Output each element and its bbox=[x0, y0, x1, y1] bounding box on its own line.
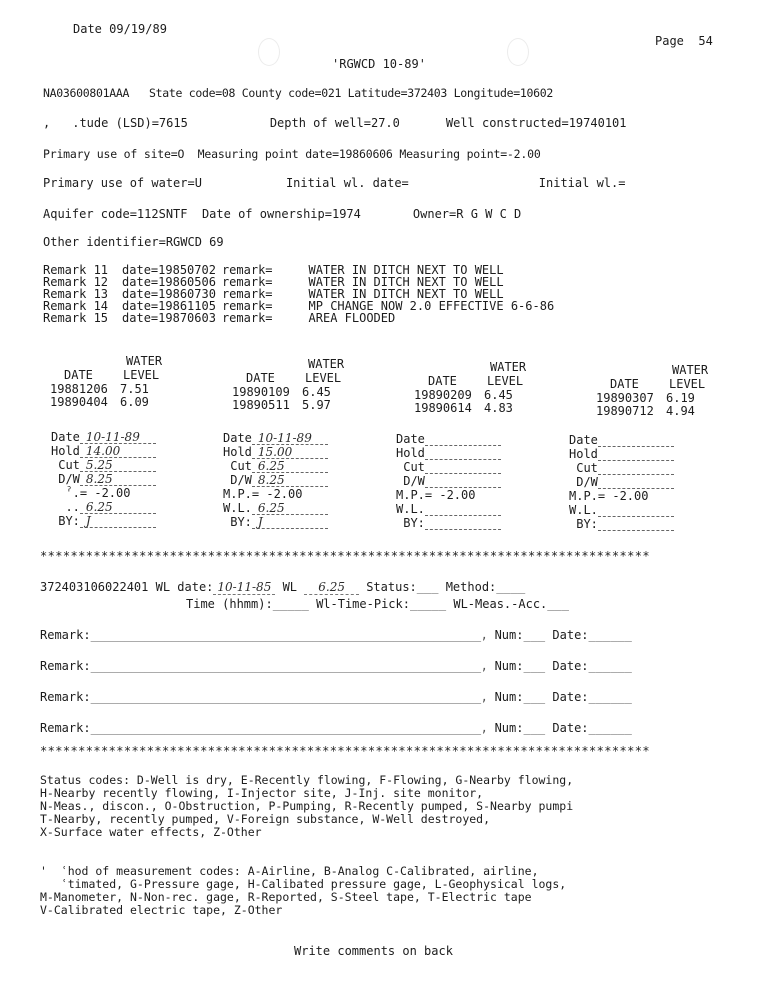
mp-row bbox=[569, 489, 734, 503]
remark-entry-label: Remark: bbox=[40, 628, 91, 642]
wl-handwritten-value: 6.25 bbox=[257, 501, 285, 515]
date-header: DATE bbox=[64, 368, 93, 382]
hold-row bbox=[223, 445, 388, 459]
wl-label: W.L. bbox=[569, 503, 598, 517]
remark-entry-input[interactable]: __________________________________________________________, bbox=[90, 659, 488, 673]
remark-entry-num-input[interactable]: ___ bbox=[523, 690, 546, 704]
by-row bbox=[51, 514, 216, 528]
water-level-value: 5.97 bbox=[302, 398, 331, 412]
hold-row bbox=[396, 446, 561, 460]
remark-entry-num-input[interactable]: ___ bbox=[523, 659, 546, 673]
level-header: LEVEL bbox=[305, 371, 342, 385]
date-field[interactable] bbox=[80, 431, 156, 444]
date-row bbox=[51, 430, 216, 444]
by-field[interactable] bbox=[252, 516, 328, 529]
water-level-date: 19890109 bbox=[232, 385, 290, 399]
status-codes-legend bbox=[40, 774, 573, 839]
cut-handwritten-value: 5.25 bbox=[85, 458, 113, 472]
by-label: BY: bbox=[403, 516, 425, 530]
method-codes-legend bbox=[40, 865, 566, 917]
date-label: Date bbox=[396, 432, 425, 446]
water-level-date: 19890614 bbox=[414, 401, 472, 415]
wl-handwritten-value bbox=[425, 502, 431, 516]
primary-use-water-line bbox=[43, 176, 625, 190]
cut-label: Cut bbox=[576, 461, 598, 475]
measurement-box bbox=[569, 433, 734, 531]
by-field[interactable] bbox=[425, 517, 501, 530]
remark-text: AREA FLOODED bbox=[308, 311, 396, 325]
remark-entry-label: Remark: bbox=[40, 721, 91, 735]
water-level-value: 4.83 bbox=[484, 401, 513, 415]
method-code-line: M-Manometer, N-Non-rec. gage, R-Reported, S-Steel tape, T-Electric tape bbox=[40, 890, 532, 904]
punch-hole bbox=[258, 38, 280, 66]
altitude-depth-line bbox=[43, 116, 627, 130]
remark-key: remark= bbox=[221, 263, 273, 277]
wl-handwritten-value bbox=[598, 503, 604, 517]
punch-hole bbox=[507, 38, 529, 66]
by-label: BY: bbox=[576, 517, 598, 531]
remark-entry-num-label: Num: bbox=[494, 628, 524, 642]
remark-row bbox=[43, 300, 554, 312]
page-number: Page 54 bbox=[655, 34, 713, 48]
time-entry-line bbox=[186, 597, 569, 611]
remark-date: date=19850702 bbox=[122, 263, 216, 277]
mp-label: M.P.= -2.00 bbox=[396, 488, 476, 502]
by-handwritten-value: J bbox=[257, 515, 263, 529]
water-level-value: 7.51 bbox=[120, 382, 149, 396]
dw-row bbox=[396, 474, 561, 488]
remark-entry-date-input[interactable]: ______ bbox=[588, 659, 632, 673]
site-identification-line: NA03600801AAA State code=08 County code=021 Latitude=372403 Longitude=10602 bbox=[43, 86, 554, 100]
method-code-line: ' ʿhod of measurement codes: A-Airline, B-Analog C-Calibrated, airline, bbox=[40, 864, 539, 878]
initial-wl-field: Initial wl.= bbox=[538, 176, 626, 190]
date-row bbox=[396, 432, 561, 446]
mp-label: M.P.= -2.00 bbox=[223, 487, 303, 501]
remark-text: MP CHANGE NOW 2.0 EFFECTIVE 6-6-86 bbox=[308, 299, 555, 313]
water-level-value: 6.09 bbox=[120, 395, 149, 409]
water-header: WATER bbox=[672, 363, 709, 377]
date-field[interactable] bbox=[598, 434, 674, 447]
wl-value[interactable]: 6.25 bbox=[304, 580, 359, 595]
remark-label: Remark 13 bbox=[43, 287, 109, 301]
remark-label: Remark 12 bbox=[43, 275, 109, 289]
water-level-date: 19890511 bbox=[232, 398, 290, 412]
separator-line: ******************************************************************************** bbox=[40, 549, 650, 563]
remark-entry-num-input[interactable]: ___ bbox=[523, 628, 546, 642]
hold-handwritten-value: 14.00 bbox=[85, 444, 121, 458]
report-title: 'RGWCD 10-89' bbox=[332, 57, 426, 71]
hold-field[interactable] bbox=[252, 446, 328, 459]
remark-entry-input[interactable]: __________________________________________________________, bbox=[90, 721, 488, 735]
remark-key: remark= bbox=[221, 299, 273, 313]
remark-entry-row bbox=[40, 721, 632, 735]
wl-label: WL bbox=[282, 580, 298, 594]
date-field[interactable] bbox=[425, 433, 501, 446]
footer-note: Write comments on back bbox=[294, 944, 453, 958]
remark-key: remark= bbox=[221, 287, 273, 301]
wl-time-pick-label: Wl-Time-Pick: bbox=[316, 597, 410, 611]
water-header: WATER bbox=[308, 357, 345, 371]
hold-label: Hold bbox=[51, 444, 80, 458]
dw-handwritten-value: 8.25 bbox=[257, 473, 285, 487]
remark-entry-date-input[interactable]: ______ bbox=[588, 628, 632, 642]
date-row bbox=[223, 431, 388, 445]
cut-row bbox=[51, 458, 216, 472]
owner-field: Owner=R G W C D bbox=[412, 207, 522, 221]
remark-entry-label: Remark: bbox=[40, 659, 91, 673]
remark-date: date=19860730 bbox=[122, 287, 216, 301]
cut-field[interactable] bbox=[80, 459, 156, 472]
depth-of-well-field: Depth of well=27.0 bbox=[269, 116, 400, 130]
remark-key: remark= bbox=[221, 275, 273, 289]
water-level-value: 6.19 bbox=[666, 391, 695, 405]
status-code-line: N-Meas., discon., O-Obstruction, P-Pumping, R-Recently pumped, S-Nearby pumpi bbox=[40, 799, 574, 813]
cut-row bbox=[396, 460, 561, 474]
remark-entry-date-label: Date: bbox=[552, 690, 589, 704]
by-label: BY: bbox=[58, 514, 80, 528]
measurement-box bbox=[51, 430, 216, 528]
status-code-line: H-Nearby recently flowing, I-Injector site, J-Inj. site monitor, bbox=[40, 786, 484, 800]
remark-text: WATER IN DITCH NEXT TO WELL bbox=[308, 263, 504, 277]
remark-entry-date-label: Date: bbox=[552, 721, 589, 735]
remark-entry-date-label: Date: bbox=[552, 628, 589, 642]
dw-handwritten-value bbox=[598, 475, 604, 489]
cut-field[interactable] bbox=[425, 461, 501, 474]
date-header: DATE bbox=[246, 371, 275, 385]
method-blank[interactable]: ____ bbox=[496, 580, 526, 594]
hold-label: Hold bbox=[396, 446, 425, 460]
dw-field[interactable] bbox=[425, 475, 501, 488]
date-handwritten-value bbox=[598, 433, 604, 447]
method-code-line: ʿtimated, G-Pressure gage, H-Calibated pressure gage, L-Geophysical logs, bbox=[40, 877, 567, 891]
dw-row bbox=[223, 473, 388, 487]
status-code-line: X-Surface water effects, Z-Other bbox=[40, 825, 262, 839]
cut-label: Cut bbox=[58, 458, 80, 472]
hold-row bbox=[51, 444, 216, 458]
date-label: Date bbox=[51, 430, 80, 444]
remark-entry-num-input[interactable]: ___ bbox=[523, 721, 546, 735]
measurement-box bbox=[396, 432, 561, 530]
other-identifier-field: Other identifier=RGWCD 69 bbox=[43, 235, 224, 249]
dw-label: D/W bbox=[576, 475, 598, 489]
level-header: LEVEL bbox=[487, 374, 524, 388]
water-level-date: 19890404 bbox=[50, 395, 108, 409]
remark-date: date=19860506 bbox=[122, 275, 216, 289]
aquifer-ownership-line: Aquifer code=112SNTF Date of ownership=1974 bbox=[43, 207, 361, 221]
wl-row bbox=[223, 501, 388, 515]
well-constructed-field: Well constructed=19740101 bbox=[445, 116, 627, 130]
remark-entry-num-label: Num: bbox=[494, 721, 524, 735]
dw-label: D/W bbox=[230, 473, 252, 487]
by-field[interactable] bbox=[80, 515, 156, 528]
date-handwritten-value bbox=[425, 432, 431, 446]
remark-key: remark= bbox=[221, 311, 273, 325]
dw-row bbox=[569, 475, 734, 489]
method-label: Method: bbox=[445, 580, 497, 594]
water-level-date: 19890712 bbox=[596, 404, 654, 418]
wl-time-pick-blank[interactable]: _____ bbox=[409, 597, 447, 611]
hold-handwritten-value bbox=[598, 447, 604, 461]
status-blank[interactable]: ___ bbox=[416, 580, 439, 594]
water-header: WATER bbox=[126, 354, 163, 368]
hold-handwritten-value: 15.00 bbox=[257, 445, 293, 459]
cut-field[interactable] bbox=[598, 462, 674, 475]
remark-date: date=19870603 bbox=[122, 311, 216, 325]
water-level-date: 19881206 bbox=[50, 382, 108, 396]
dw-field[interactable] bbox=[598, 476, 674, 489]
remark-entry-input[interactable]: __________________________________________________________, bbox=[90, 628, 488, 642]
date-field[interactable] bbox=[252, 432, 328, 445]
mp-label: M.P.= -2.00 bbox=[569, 489, 649, 503]
water-level-date: 19890209 bbox=[414, 388, 472, 402]
by-label: BY: bbox=[230, 515, 252, 529]
date-header: DATE bbox=[428, 374, 457, 388]
wl-handwritten-value: 6.25 bbox=[85, 500, 113, 514]
date-label: Date bbox=[569, 433, 598, 447]
cut-label: Cut bbox=[403, 460, 425, 474]
date-handwritten-value: 10-11-89 bbox=[85, 430, 140, 444]
cut-row bbox=[569, 461, 734, 475]
date-label: Date bbox=[223, 431, 252, 445]
wl-row bbox=[51, 500, 216, 514]
remark-date: date=19861105 bbox=[122, 299, 216, 313]
wl-meas-acc-blank[interactable]: ___ bbox=[547, 597, 569, 611]
wl-label: W.L. bbox=[396, 502, 425, 516]
by-field[interactable] bbox=[598, 518, 674, 531]
remark-text: WATER IN DITCH NEXT TO WELL bbox=[308, 275, 504, 289]
mp-row bbox=[51, 486, 216, 500]
measurement-box bbox=[223, 431, 388, 529]
method-code-line: V-Calibrated electric tape, Z-Other bbox=[40, 903, 283, 917]
remark-entry-row bbox=[40, 628, 632, 642]
wl-field[interactable] bbox=[252, 502, 328, 515]
remark-entry-input[interactable]: __________________________________________________________, bbox=[90, 690, 488, 704]
wl-row bbox=[569, 503, 734, 517]
water-level-value: 6.45 bbox=[302, 385, 331, 399]
water-level-date: 19890307 bbox=[596, 391, 654, 405]
remark-entry-date-label: Date: bbox=[552, 659, 589, 673]
by-row bbox=[396, 516, 561, 530]
remark-entry-date-input[interactable]: ______ bbox=[588, 690, 632, 704]
remark-row bbox=[43, 312, 395, 324]
date-row bbox=[569, 433, 734, 447]
level-header: LEVEL bbox=[669, 377, 706, 391]
dw-row bbox=[51, 472, 216, 486]
wl-field[interactable] bbox=[598, 504, 674, 517]
wl-field[interactable] bbox=[425, 503, 501, 516]
wl-label: W.L. bbox=[223, 501, 252, 515]
wl-date-label: WL date: bbox=[155, 580, 214, 594]
wl-meas-acc-label: WL-Meas.-Acc. bbox=[453, 597, 548, 611]
wl-date-value[interactable]: 10-11-85 bbox=[213, 580, 275, 595]
hold-handwritten-value bbox=[425, 446, 431, 460]
remark-label: Remark 11 bbox=[43, 263, 109, 277]
remark-entry-num-label: Num: bbox=[494, 690, 524, 704]
mp-label: ˀ.= -2.00 bbox=[65, 486, 131, 500]
cut-handwritten-value: 6.25 bbox=[257, 459, 285, 473]
cut-handwritten-value bbox=[425, 460, 431, 474]
hold-label: Hold bbox=[569, 447, 598, 461]
by-handwritten-value bbox=[598, 517, 604, 531]
remark-entry-row bbox=[40, 659, 632, 673]
status-label: Status: bbox=[366, 580, 417, 594]
cut-row bbox=[223, 459, 388, 473]
site-id: 372403106022401 bbox=[40, 580, 149, 594]
primary-use-water-field: Primary use of water=U bbox=[43, 176, 202, 190]
water-header: WATER bbox=[490, 360, 527, 374]
status-code-line: T-Nearby, recently pumped, V-Foreign substance, W-Well destroyed, bbox=[40, 812, 491, 826]
time-label: Time (hhmm): bbox=[186, 597, 273, 611]
remark-entry-row bbox=[40, 690, 632, 704]
by-handwritten-value bbox=[425, 516, 431, 530]
hold-field[interactable] bbox=[425, 447, 501, 460]
remark-text: WATER IN DITCH NEXT TO WELL bbox=[308, 287, 504, 301]
remark-label: Remark 15 bbox=[43, 311, 109, 325]
time-blank[interactable]: _____ bbox=[272, 597, 309, 611]
primary-use-site-line: Primary use of site=O Measuring point date=19860606 Measuring point=-2.00 bbox=[43, 147, 541, 161]
dw-field[interactable] bbox=[252, 474, 328, 487]
wl-entry-line bbox=[40, 580, 525, 594]
mp-row bbox=[396, 488, 561, 502]
status-code-line: Status codes: D-Well is dry, E-Recently flowing, F-Flowing, G-Nearby flowing, bbox=[40, 773, 574, 787]
cut-handwritten-value bbox=[598, 461, 604, 475]
altitude-field: .tude (LSD)=7615 bbox=[72, 116, 188, 130]
dw-handwritten-value: 8.25 bbox=[85, 472, 113, 486]
hold-label: Hold bbox=[223, 445, 252, 459]
hold-field[interactable] bbox=[80, 445, 156, 458]
report-date: Date 09/19/89 bbox=[73, 22, 167, 36]
hold-field[interactable] bbox=[598, 448, 674, 461]
scan-mark: , bbox=[43, 116, 51, 130]
remark-entry-label: Remark: bbox=[40, 690, 91, 704]
dw-label: D/W bbox=[58, 472, 80, 486]
hold-row bbox=[569, 447, 734, 461]
separator-line: ******************************************************************************** bbox=[40, 744, 650, 758]
dw-label: D/W bbox=[403, 474, 425, 488]
level-header: LEVEL bbox=[123, 368, 160, 382]
water-level-value: 4.94 bbox=[666, 404, 695, 418]
by-row bbox=[569, 517, 734, 531]
date-header: DATE bbox=[610, 377, 639, 391]
wl-field[interactable] bbox=[80, 501, 156, 514]
by-handwritten-value: J bbox=[85, 514, 91, 528]
wl-row bbox=[396, 502, 561, 516]
initial-wl-date-field: Initial wl. date= bbox=[285, 176, 409, 190]
remark-entry-date-input[interactable]: ______ bbox=[588, 721, 632, 735]
dw-handwritten-value bbox=[425, 474, 431, 488]
remark-label: Remark 14 bbox=[43, 299, 109, 313]
wl-label: .. bbox=[65, 500, 80, 514]
cut-label: Cut bbox=[230, 459, 252, 473]
cut-field[interactable] bbox=[252, 460, 328, 473]
water-level-value: 6.45 bbox=[484, 388, 513, 402]
date-handwritten-value: 10-11-89 bbox=[257, 431, 312, 445]
mp-row bbox=[223, 487, 388, 501]
remark-entry-num-label: Num: bbox=[494, 659, 524, 673]
aquifer-ownership-row bbox=[43, 207, 521, 221]
by-row bbox=[223, 515, 388, 529]
dw-field[interactable] bbox=[80, 473, 156, 486]
